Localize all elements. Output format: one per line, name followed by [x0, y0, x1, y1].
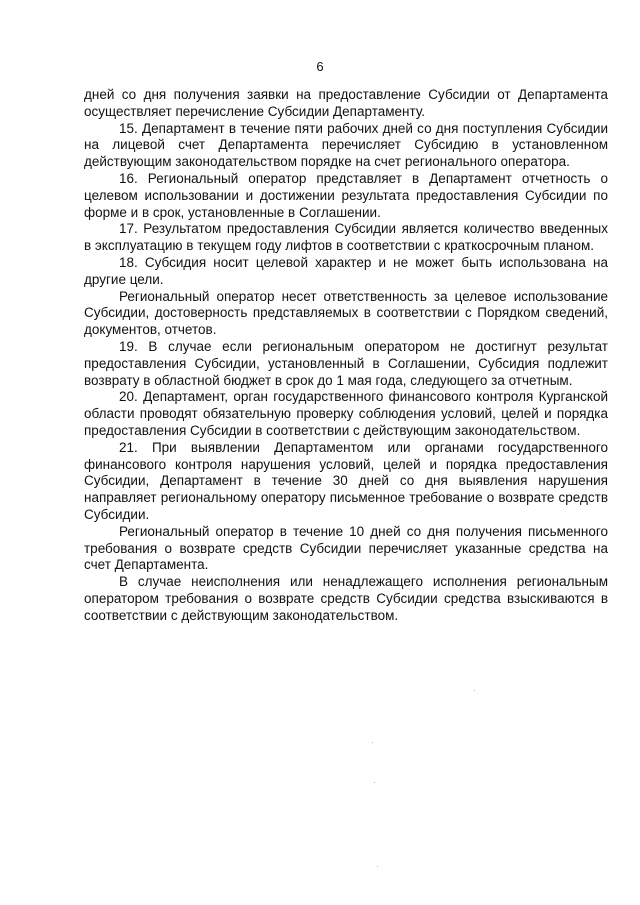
- paragraph-18: 18. Субсидия носит целевой характер и не может быть использована на другие цели.: [84, 254, 608, 287]
- paragraph-15: 15. Департамент в течение пяти рабочих дней со дня поступления Субсидии на лицевой счет Департамента перечисляет Субсидию в установленном действующим законодательством порядке на счет регионального оператора.: [84, 120, 608, 170]
- paragraph-19: 19. В случае если региональным оператором не достигнут результат предоставления Субсидии, установленный в Соглашении, Субсидия подлежит возврату в областной бюджет в срок до 1 мая года, следующего за отчетным.: [84, 338, 608, 388]
- paragraph-continuation: дней со дня получения заявки на предоставление Субсидии от Департамента осуществляет перечисление Субсидии Департаменту.: [84, 87, 608, 119]
- scan-speck: [372, 742, 373, 743]
- paragraph-17: 17. Результатом предоставления Субсидии является количество введенных в эксплуатацию в текущем году лифтов в соответствии с краткосрочным планом.: [84, 221, 608, 254]
- paragraph-18-responsibility: Региональный оператор несет ответственность за целевое использование Субсидии, достоверность представляемых в соответствии с Порядком сведений, документов, отчетов.: [84, 288, 608, 338]
- paragraph-21-enforcement: В случае неисполнения или ненадлежащего исполнения региональным оператором требования о возврате средств Субсидии средства взыскиваются в соответствии с действующим законодательством.: [84, 574, 608, 623]
- scan-speck: [374, 782, 375, 783]
- page-number: 6: [316, 59, 324, 74]
- scan-speck: [474, 690, 475, 691]
- paragraph-16: 16. Региональный оператор представляет в Департамент отчетность о целевом использовании и достижении результата предоставления Субсидии по форме и в срок, установленные в Соглашении.: [84, 170, 608, 220]
- scan-speck: [377, 866, 378, 867]
- paragraph-21-refund: Региональный оператор в течение 10 дней со дня получения письменного требования о возврате средств Субсидии перечисляет указанные средства на счет Департамента.: [84, 523, 608, 573]
- paragraph-20: 20. Департамент, орган государственного финансового контроля Курганской области проводят обязательную проверку соблюдения условий, целей и порядка предоставления Субсидии в соответствии с действующим законодательством.: [84, 389, 608, 438]
- document-body: [84, 87, 608, 625]
- paragraph-21: 21. При выявлении Департаментом или органами государственного финансового контроля нарушения условий, целей и порядка предоставления Субсидии, Департамент в течение 30 дней со дня выявления нарушения направляет региональному оператору письменное требование о возврате средств Субсидии.: [84, 439, 608, 522]
